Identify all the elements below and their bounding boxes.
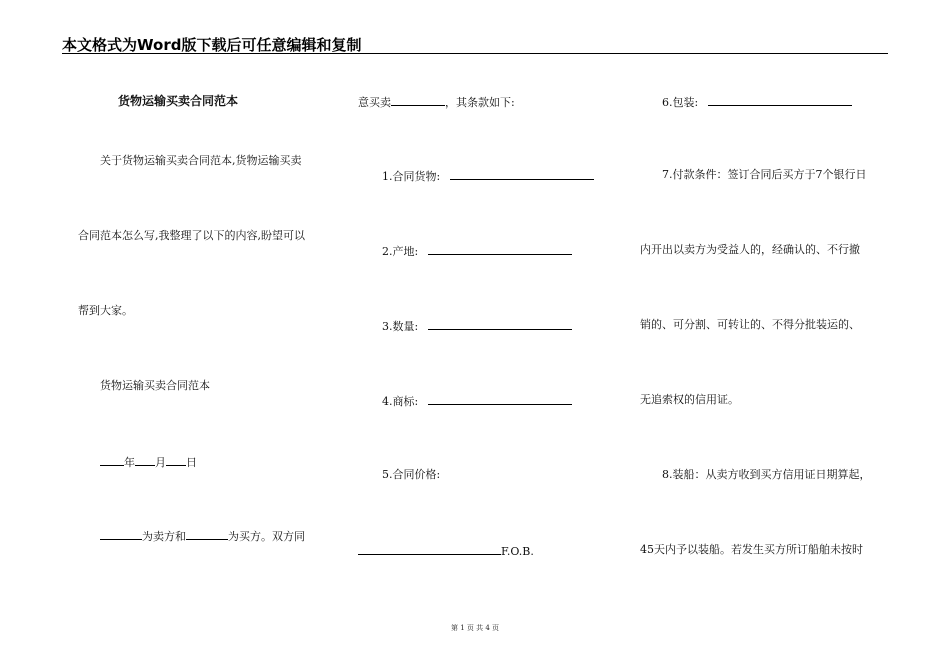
item-6-blank[interactable] <box>708 94 852 106</box>
intro-line-2: 合同范本怎么写,我整理了以下的内容,盼望可以 <box>78 229 305 242</box>
day-label: 日 <box>186 456 197 469</box>
shipping-line-2: 45天内予以装船。若发生买方所订船舶未按时 <box>640 543 863 556</box>
item-3 <box>382 318 572 334</box>
payment-line-4: 无追索权的信用证。 <box>640 393 739 406</box>
parties-line <box>100 528 305 544</box>
item-1 <box>382 168 594 184</box>
terms-intro-b: ，其条款如下: <box>445 96 515 109</box>
item-4 <box>382 393 572 409</box>
seller-blank[interactable] <box>100 528 142 540</box>
year-blank[interactable] <box>100 454 124 466</box>
intro-line-3: 帮到大家。 <box>78 304 133 317</box>
payment-line-3: 销的、可分割、可转让的、不得分批装运的、 <box>640 318 860 331</box>
document-title: 货物运输买卖合同范本 <box>118 94 239 108</box>
contract-subtitle: 货物运输买卖合同范本 <box>100 379 210 392</box>
item-2 <box>382 243 572 259</box>
intro-line-1: 关于货物运输买卖合同范本,货物运输买卖 <box>100 154 302 167</box>
item-2-blank[interactable] <box>428 243 572 255</box>
item-4-label: 4.商标: <box>382 395 419 408</box>
item-3-label: 3.数量: <box>382 320 419 333</box>
day-blank[interactable] <box>166 454 186 466</box>
page-number: 第 1 页 共 4 页 <box>450 624 500 632</box>
date-line <box>100 454 197 470</box>
payment-line-2: 内开出以卖方为受益人的，经确认的、不行撤 <box>640 243 860 256</box>
fob-label: F.O.B. <box>501 545 534 558</box>
buyer-blank[interactable] <box>186 528 228 540</box>
item-3-blank[interactable] <box>428 318 572 330</box>
item-1-label: 1.合同货物: <box>382 170 441 183</box>
goods-blank[interactable] <box>391 94 445 106</box>
item-1-blank[interactable] <box>450 168 594 180</box>
terms-intro <box>358 94 515 110</box>
item-5: 5.合同价格: <box>382 468 441 481</box>
item-6-label: 6.包装: <box>662 96 699 109</box>
item-7: 7.付款条件：签订合同后买方于7个银行日 <box>662 168 867 181</box>
item-8: 8.装船：从卖方收到买方信用证日期算起， <box>662 468 871 481</box>
seller-label: 为卖方和 <box>142 530 186 543</box>
header-divider <box>62 53 888 54</box>
year-label: 年 <box>124 456 135 469</box>
price-blank[interactable] <box>358 543 501 555</box>
item-2-label: 2.产地: <box>382 245 419 258</box>
month-label: 月 <box>155 456 166 469</box>
price-line <box>358 543 534 559</box>
item-6 <box>662 94 852 110</box>
terms-intro-a: 意买卖 <box>358 96 391 109</box>
buyer-label: 为买方。双方同 <box>228 530 305 543</box>
document-banner: 本文格式为Word版下载后可任意编辑和复制 <box>62 36 362 54</box>
month-blank[interactable] <box>135 454 155 466</box>
item-4-blank[interactable] <box>428 393 572 405</box>
